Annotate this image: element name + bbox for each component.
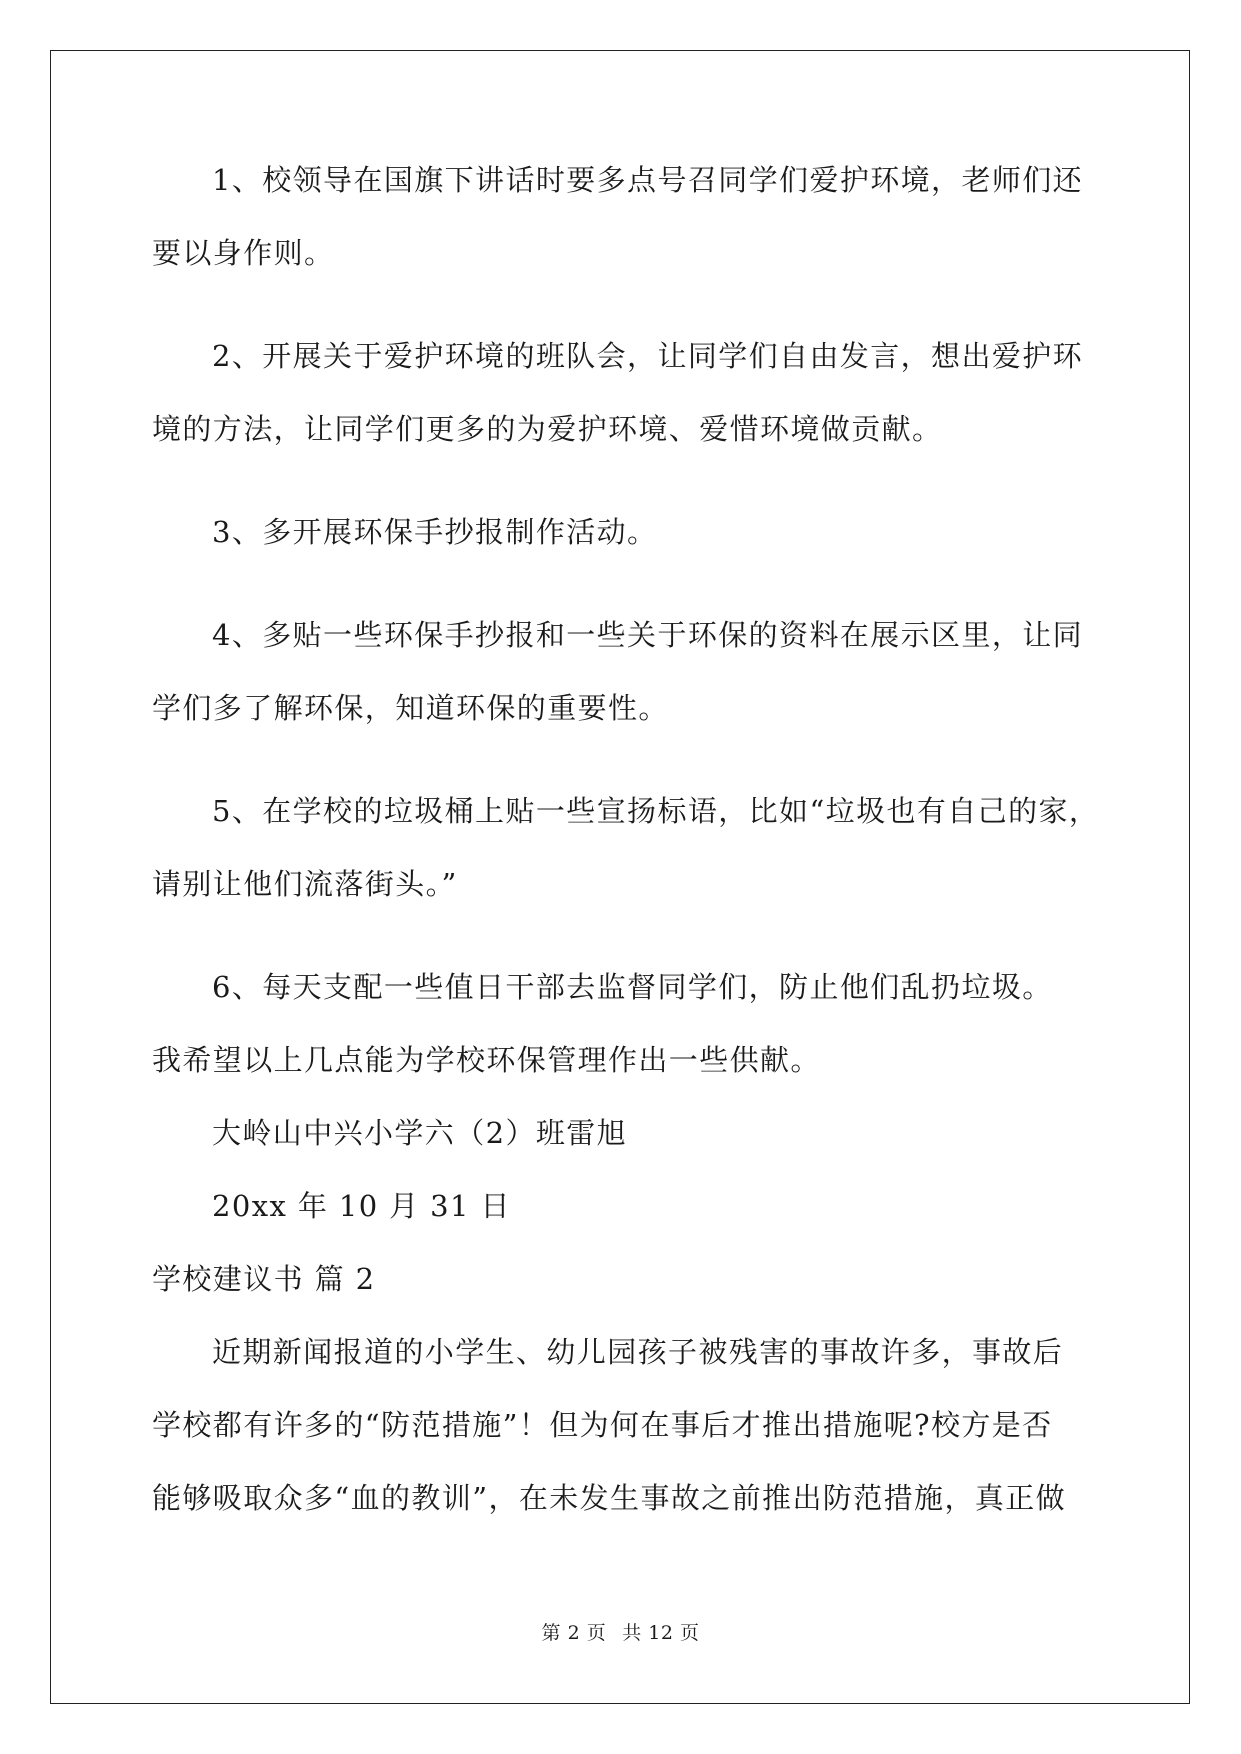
paragraph-line: 6、每天支配一些值日干部去监督同学们，防止他们乱扔垃圾。 — [212, 970, 1053, 1004]
page-total: 共 12 页 — [622, 1622, 700, 1644]
document-body — [152, 160, 1100, 1518]
paragraph-line: 我希望以上几点能为学校环保管理作出一些供献。 — [152, 1043, 821, 1077]
paragraph-line: 能够吸取众多“血的教训”，在未发生事故之前推出防范措施，真正做 — [152, 1481, 1067, 1515]
page-number: 第 2 页 — [541, 1622, 607, 1644]
paragraph-line: 近期新闻报道的小学生、幼儿园孩子被残害的事故许多，事故后 — [212, 1335, 1064, 1369]
paragraph-line: 要以身作则。 — [152, 236, 335, 270]
paragraph-line: 境的方法，让同学们更多的为爱护环境、爱惜环境做贡献。 — [152, 412, 943, 446]
paragraph-line: 学们多了解环保，知道环保的重要性。 — [152, 691, 669, 725]
section-heading: 学校建议书 篇 2 — [152, 1262, 376, 1296]
date-line: 20xx 年 10 月 31 日 — [212, 1189, 511, 1223]
paragraph-line: 2、开展关于爱护环境的班队会，让同学们自由发言，想出爱护环 — [212, 339, 1084, 373]
paragraph-line: 学校都有许多的“防范措施”！但为何在事后才推出措施呢?校方是否 — [152, 1408, 1053, 1442]
signature-line: 大岭山中兴小学六（2）班雷旭 — [212, 1116, 628, 1150]
paragraph-line: 请别让他们流落街头。” — [152, 867, 458, 901]
paragraph-line: 3、多开展环保手抄报制作活动。 — [212, 515, 658, 549]
paragraph-line: 1、校领导在国旗下讲话时要多点号召同学们爱护环境，老师们还 — [212, 163, 1084, 197]
page-footer — [0, 1621, 1241, 1645]
paragraph-line: 5、在学校的垃圾桶上贴一些宣扬标语，比如“垃圾也有自己的家， — [212, 794, 1100, 828]
paragraph-line: 4、多贴一些环保手抄报和一些关于环保的资料在展示区里，让同 — [212, 618, 1084, 652]
